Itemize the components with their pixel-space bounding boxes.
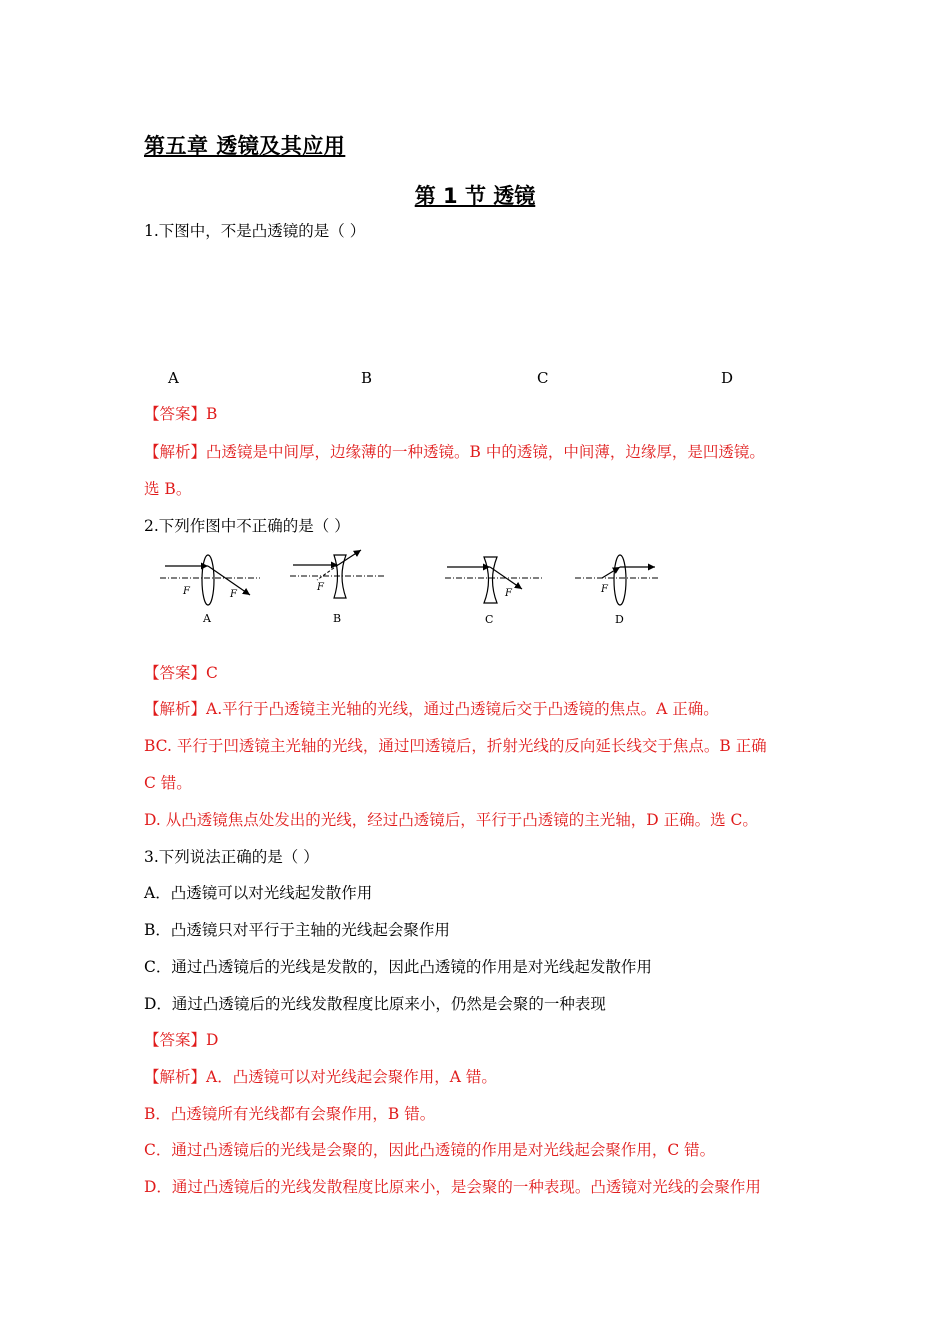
q2-analysis-line4: D. 从凸透镜焦点处发出的光线，经过凸透镜后，平行于凸透镜的主光轴，D 正确。选 C。 <box>144 811 758 829</box>
answer-value: D <box>206 1031 219 1049</box>
analysis-tag: 【解析】 <box>144 1068 207 1086</box>
q3-option-c: C．通过凸透镜后的光线是发散的，因此凸透镜的作用是对光线起发散作用 <box>144 958 652 976</box>
q3-option-a: A．凸透镜可以对光线起发散作用 <box>144 884 373 902</box>
q3-option-d: D．通过凸透镜后的光线发散程度比原来小，仍然是会聚的一种表现 <box>144 995 606 1013</box>
answer-tag: 【答案】 <box>144 405 207 423</box>
q1-answer <box>144 404 217 424</box>
q3-analysis-line4: D．通过凸透镜后的光线发散程度比原来小，是会聚的一种表现。凸透镜对光线的会聚作用 <box>144 1178 761 1196</box>
analysis-text: A．凸透镜可以对光线起会聚作用，A 错。 <box>206 1068 497 1086</box>
focus-label: F <box>230 589 237 600</box>
analysis-tag: 【解析】 <box>144 443 207 461</box>
q1-option-d: D <box>721 369 734 387</box>
q2-analysis-line2: BC. 平行于凹透镜主光轴的光线，通过凹透镜后，折射光线的反向延长线交于焦点。B 正确 <box>144 737 767 755</box>
q3-stem: 3.下列说法正确的是（ ） <box>144 848 319 866</box>
focus-label: F <box>183 586 190 597</box>
diagram-b <box>290 550 385 625</box>
q3-analysis-line1 <box>144 1067 497 1087</box>
answer-tag: 【答案】 <box>144 664 207 682</box>
figure-label-c: C <box>485 613 494 626</box>
analysis-text: A.平行于凸透镜主光轴的光线，通过凸透镜后交于凸透镜的焦点。A 正确。 <box>206 700 719 718</box>
q2-analysis-line1 <box>144 699 719 719</box>
focus-label: F <box>601 584 608 595</box>
analysis-tag: 【解析】 <box>144 700 207 718</box>
q2-answer <box>144 663 218 683</box>
chapter-title: 第五章 透镜及其应用 <box>144 134 346 158</box>
q2-analysis-line3: C 错。 <box>144 774 192 792</box>
diagram-a <box>160 555 260 625</box>
q3-option-b: B．凸透镜只对平行于主轴的光线起会聚作用 <box>144 921 450 939</box>
section-title: 第 1 节 透镜 <box>414 184 536 208</box>
diagram-d <box>575 555 660 626</box>
q3-answer <box>144 1030 218 1050</box>
q2-lens-diagrams <box>155 545 675 630</box>
figure-label-d: D <box>615 613 624 626</box>
q2-stem: 2.下列作图中不正确的是（ ） <box>144 517 350 535</box>
figure-label-b: B <box>333 612 342 625</box>
q3-analysis-line2: B．凸透镜所有光线都有会聚作用，B 错。 <box>144 1105 436 1123</box>
q1-analysis-line2: 选 B。 <box>144 480 192 498</box>
q1-option-c: C <box>537 369 549 387</box>
q1-stem: 1.下图中，不是凸透镜的是（ ） <box>144 222 366 240</box>
figure-label-a: A <box>203 612 211 625</box>
focus-label: F <box>505 588 512 599</box>
answer-value: B <box>206 405 218 423</box>
diagram-c <box>445 557 542 626</box>
answer-tag: 【答案】 <box>144 1031 207 1049</box>
q1-analysis-line1 <box>144 442 765 462</box>
q1-option-a: A <box>168 369 179 387</box>
q1-option-b: B <box>361 369 373 387</box>
focus-label: F <box>317 582 324 593</box>
analysis-text: 凸透镜是中间厚，边缘薄的一种透镜。B 中的透镜，中间薄，边缘厚，是凹透镜。 <box>206 443 765 461</box>
q3-analysis-line3: C．通过凸透镜后的光线是会聚的，因此凸透镜的作用是对光线起会聚作用，C 错。 <box>144 1141 716 1159</box>
answer-value: C <box>206 664 218 682</box>
